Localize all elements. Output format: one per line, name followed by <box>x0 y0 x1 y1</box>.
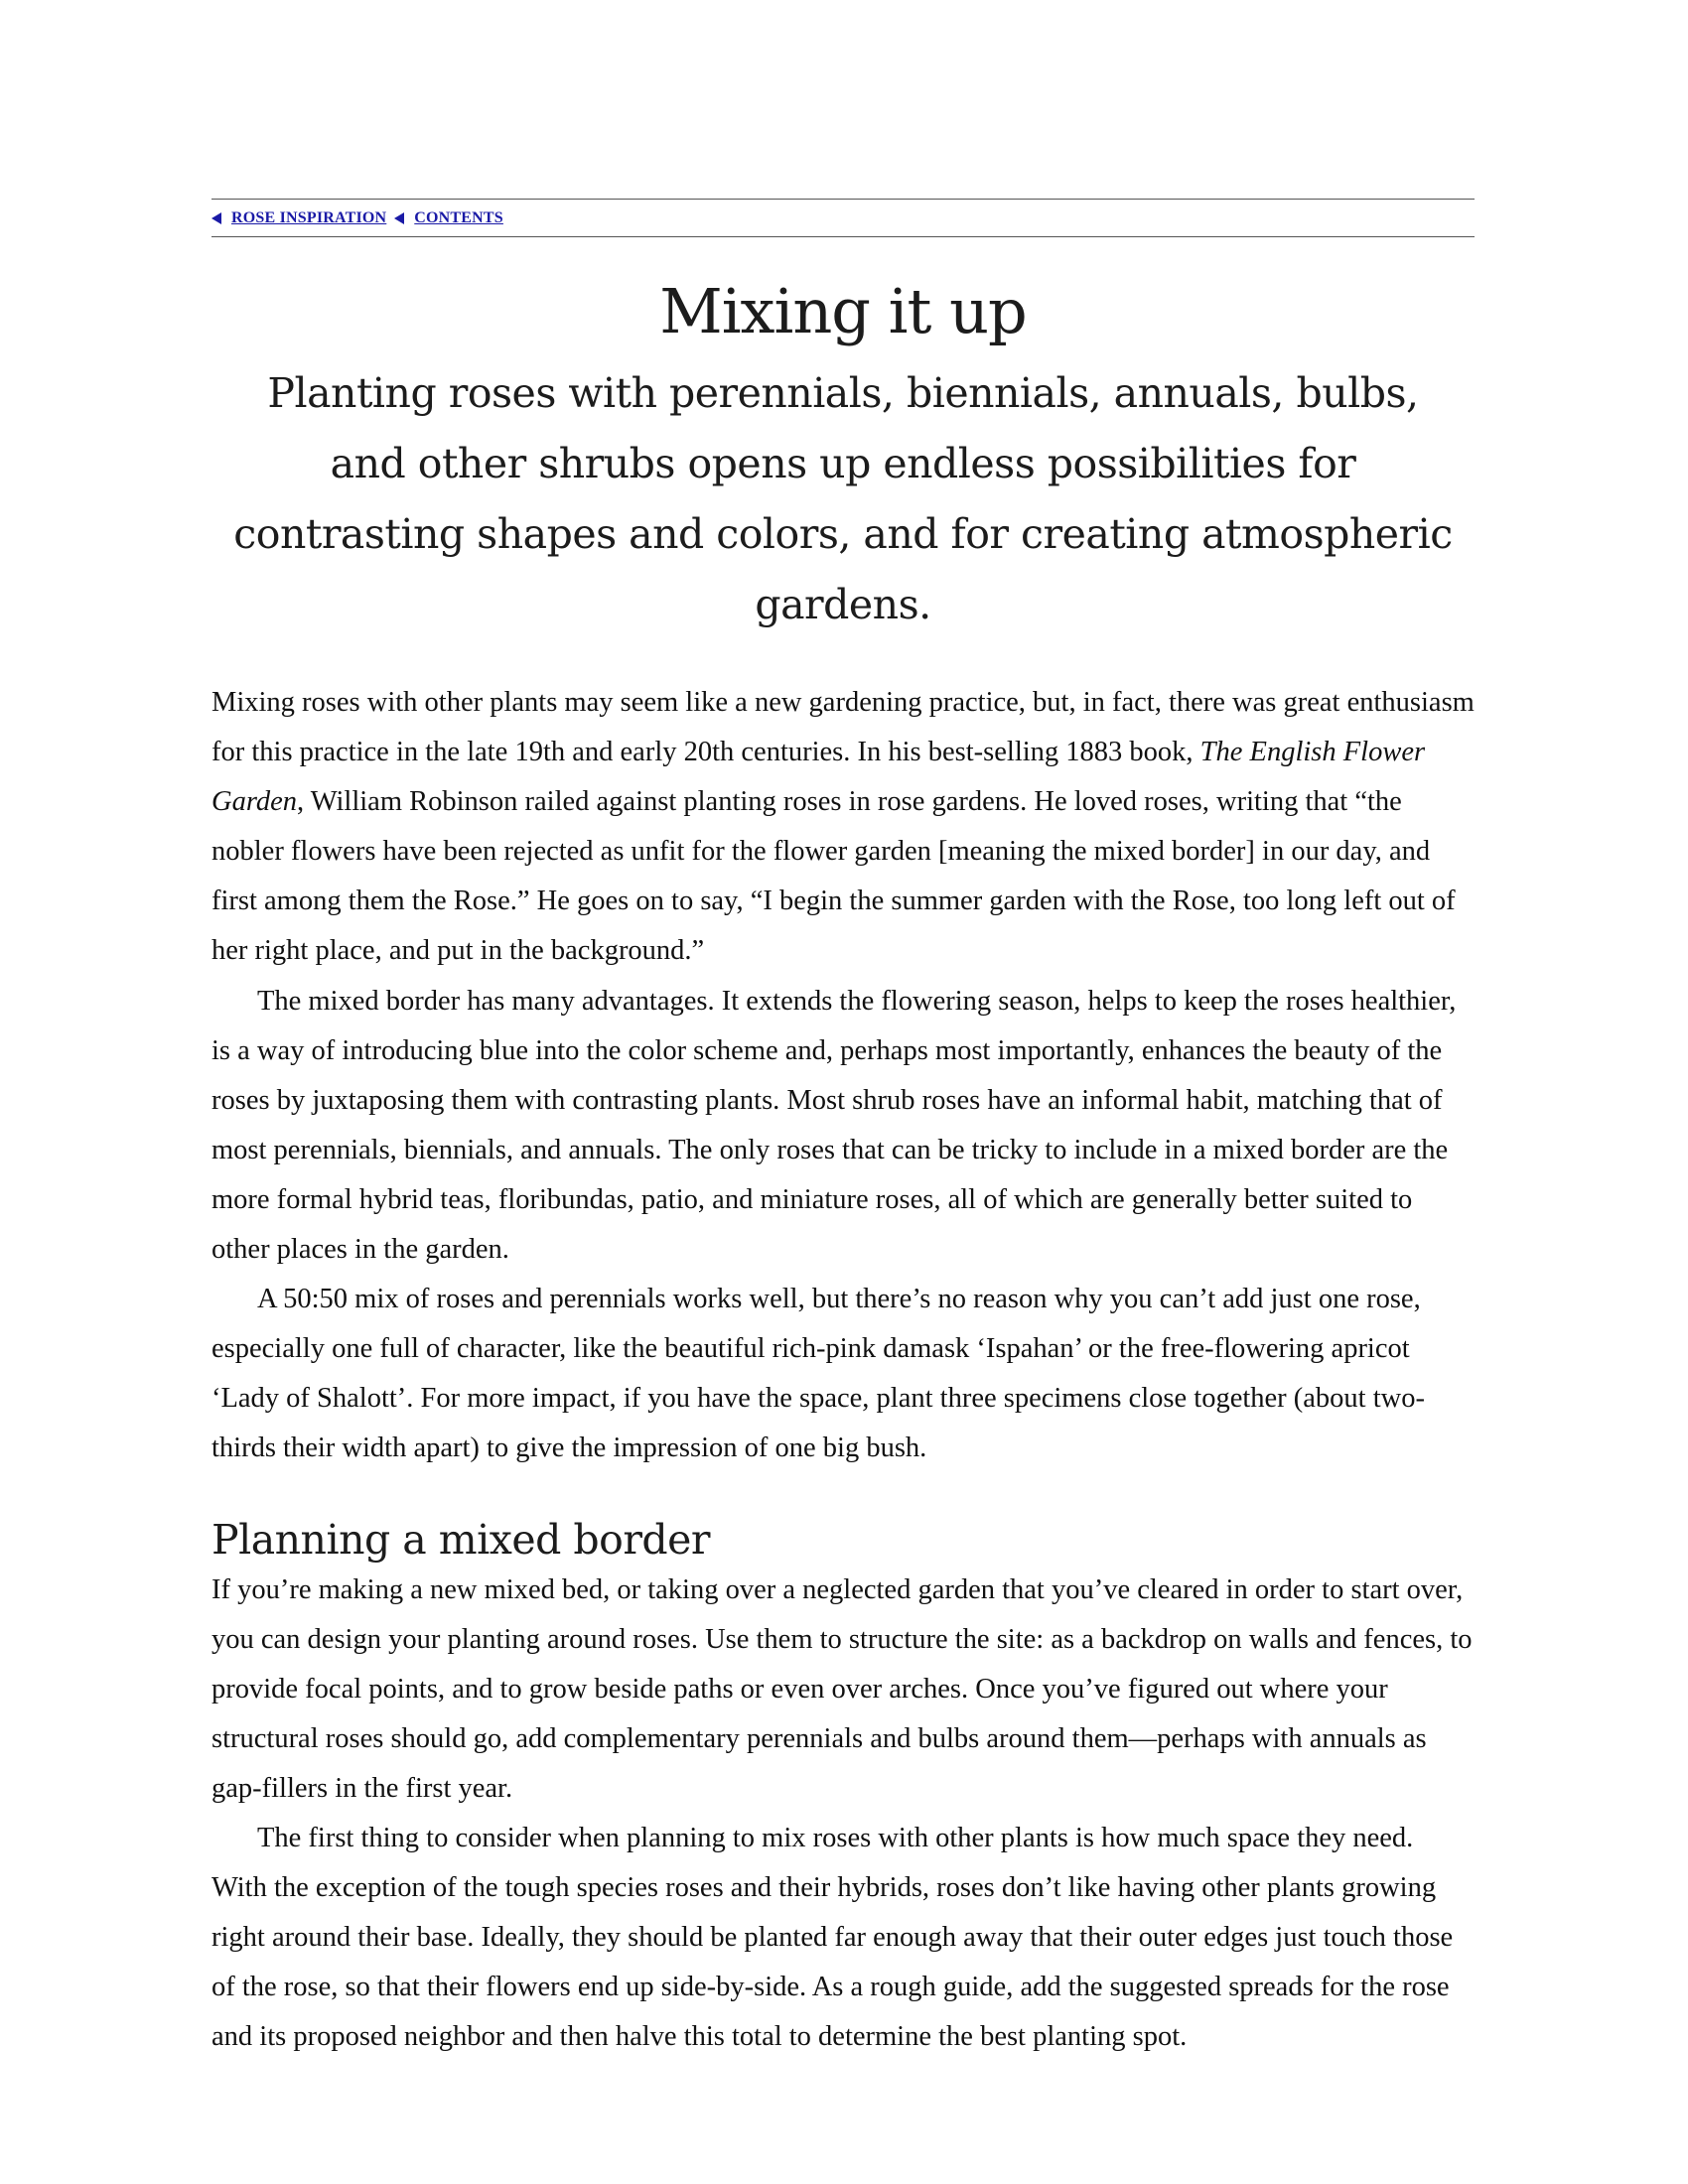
navigation-bar <box>211 199 1475 237</box>
book-title: The English Flower Garden <box>211 737 1426 818</box>
page-subtitle: Planting roses with perennials, biennials, annuals, bulbs, and other shrubs opens up endless possibilities for contrasting shapes and colors, and for creating atmospheric gardens. <box>233 369 1453 628</box>
section-body <box>211 1566 1475 2063</box>
intro-paragraph-1 <box>211 678 1475 977</box>
page <box>211 199 1475 2062</box>
back-arrow-icon <box>211 212 221 224</box>
page-title: Mixing it up <box>659 275 1027 347</box>
back-arrow-icon <box>394 212 404 224</box>
intro-paragraph-3: A 50:50 mix of roses and perennials works well, but there’s no reason why you can’t add just one rose, especially one full of character, like the beautiful rich-pink damask ‘Ispahan’ or the free-flowering apricot ‘Lady of Shalott’. For more impact, if you have the space, plant three specimens close together (about two-thirds their width apart) to give the impression of one big bush. <box>211 1284 1425 1464</box>
intro-body <box>211 678 1475 1474</box>
section-paragraph-2: The first thing to consider when planning to mix roses with other plants is how much space they need. With the exception of the tough species roses and their hybrids, roses don’t like having other plants growing right around their base. Ideally, they should be planted far enough away that their outer edges just touch those of the rose, so that their flowers end up side-by-side. As a rough guide, add the suggested spreads for the rose and its proposed neighbor and then halve this total to determine the best planting spot. <box>211 1822 1454 2053</box>
section-paragraph-1: If you’re making a new mixed bed, or taking over a neglected garden that you’ve cleared in order to start over, you can design your planting around roses. Use them to structure the site: as a backdrop on walls and fences, to provide focal points, and to grow beside paths or even over arches. Once you’ve figured out where your structural roses should go, add complementary perennials and bulbs around them—perhaps with annuals as gap-fillers in the first year. <box>211 1573 1473 1804</box>
prev-section-link[interactable]: ROSE INSPIRATION <box>231 208 387 226</box>
intro-paragraph-1-text-a: Mixing roses with other plants may seem like a new gardening practice, but, in fact, there was great enthusiasm for this practice in the late 19th and early 20th centuries. In his best-selling 1883 book, <box>211 687 1475 768</box>
section-heading: Planning a mixed border <box>211 1515 711 1564</box>
contents-link[interactable]: CONTENTS <box>414 208 503 226</box>
intro-paragraph-2: The mixed border has many advantages. It extends the flowering season, helps to keep the roses healthier, is a way of introducing blue into the color scheme and, perhaps most importantly, enhances the beauty of the roses by juxtaposing them with contrasting plants. Most shrub roses have an informal habit, matching that of most perennials, biennials, and annuals. The only roses that can be tricky to include in a mixed border are the more formal hybrid teas, floribundas, patio, and miniature roses, all of which are generally better suited to other places in the garden. <box>211 985 1457 1266</box>
intro-paragraph-1-text-b: , William Robinson railed against planting roses in rose gardens. He loved roses, writing that “the nobler flowers have been rejected as unfit for the flower garden [meaning the mixed border] in our day, and first among them the Rose.” He goes on to say, “I begin the summer garden with the Rose, too long left out of her right place, and put in the background.” <box>211 786 1456 967</box>
